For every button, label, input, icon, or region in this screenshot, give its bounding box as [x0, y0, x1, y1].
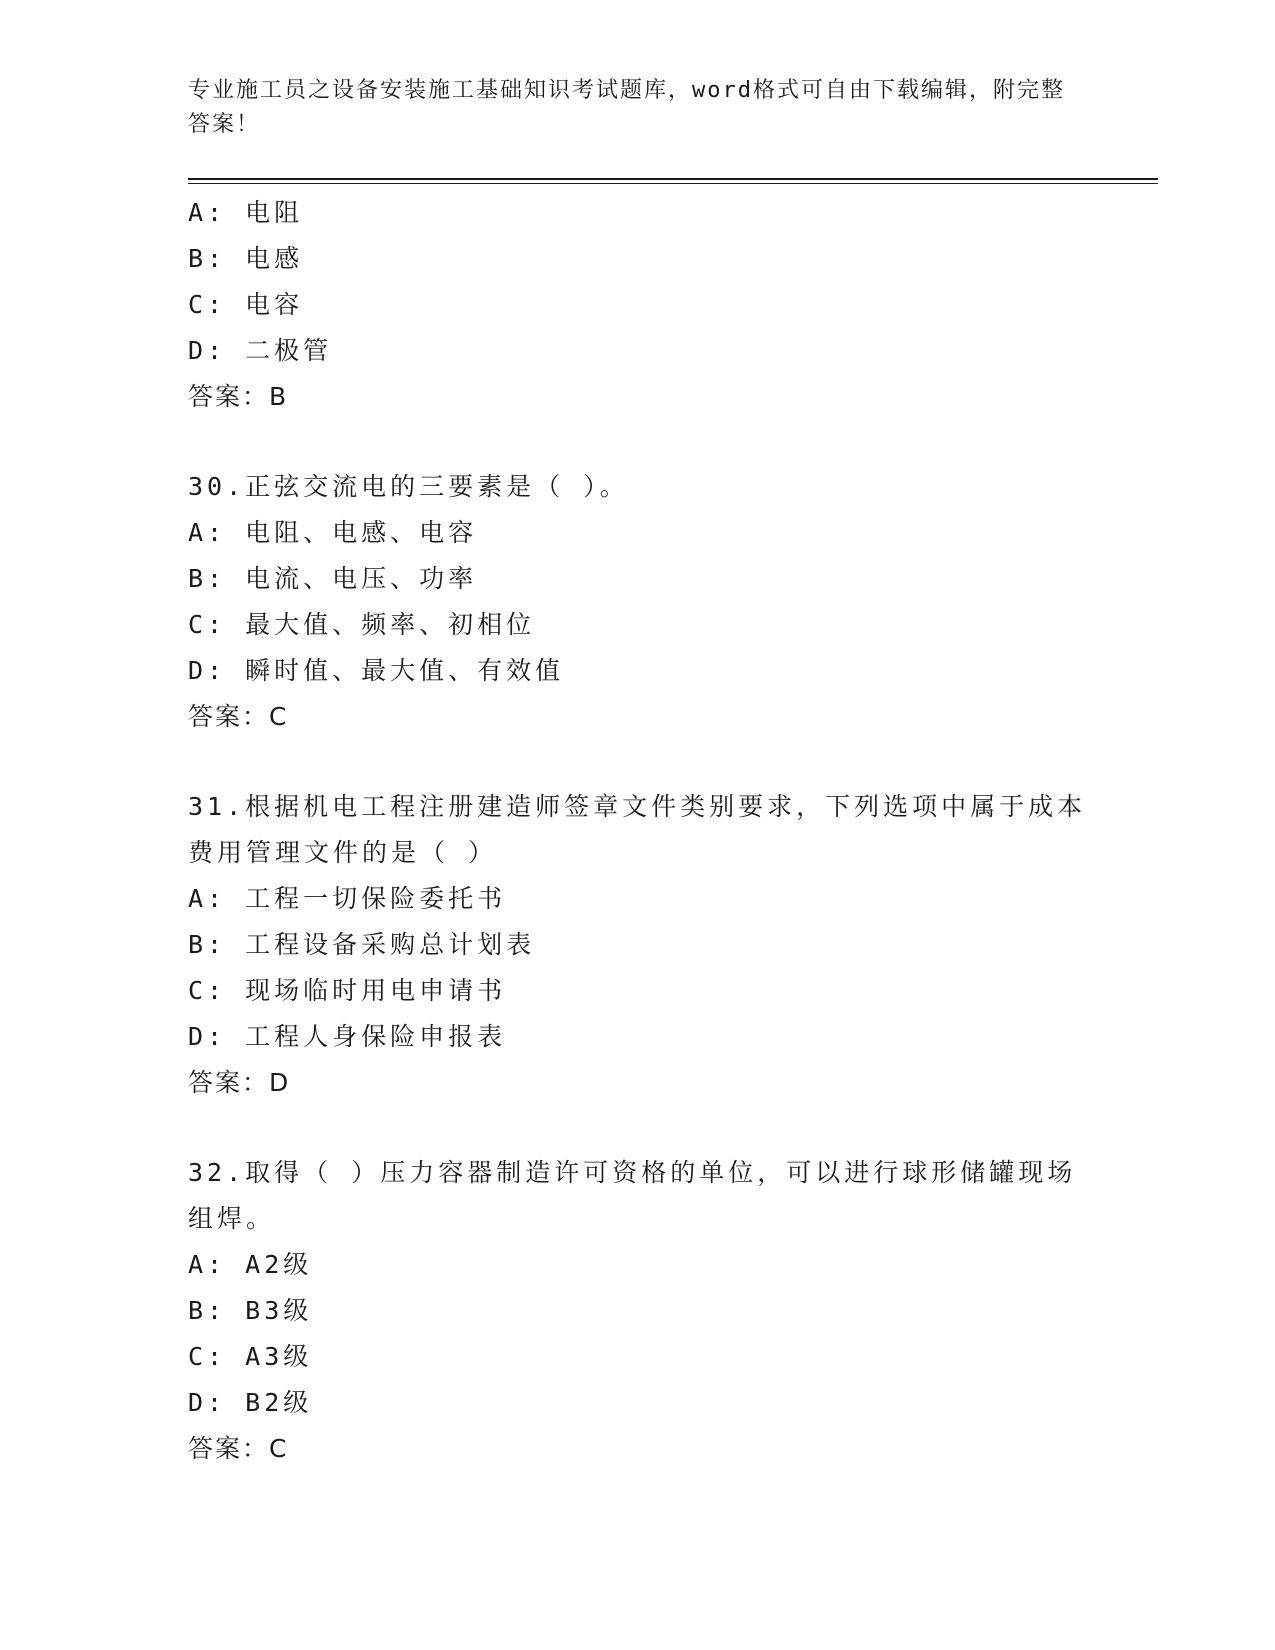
- answer-line: 答案：C: [188, 1434, 289, 1463]
- document-page: [188, 0, 1158, 1650]
- option-c: C: 最大值、频率、初相位: [188, 610, 536, 639]
- option-d: D: 工程人身保险申报表: [188, 1022, 507, 1051]
- option-b: B: 工程设备采购总计划表: [188, 930, 536, 959]
- question-list: [188, 190, 1158, 1472]
- answer-line: 答案：C: [188, 702, 289, 731]
- option-a: A: A2级: [188, 1250, 313, 1279]
- option-c: C: 现场临时用电申请书: [188, 976, 507, 1005]
- option-a: A: 电阻、电感、电容: [188, 518, 478, 547]
- question-text: 31.根据机电工程注册建造师签章文件类别要求，下列选项中属于成本费用管理文件的是（ ）: [188, 792, 1087, 867]
- header-divider: [188, 178, 1158, 184]
- question-block-31: [188, 784, 1158, 1106]
- option-d: D: B2级: [188, 1388, 313, 1417]
- option-b: B: 电流、电压、功率: [188, 564, 478, 593]
- option-b: B: 电感: [188, 244, 304, 273]
- option-a: A: 工程一切保险委托书: [188, 884, 507, 913]
- question-block-30: [188, 464, 1158, 740]
- option-d: D: 二极管: [188, 336, 333, 365]
- question-block-32: [188, 1150, 1158, 1472]
- question-block-partial: [188, 190, 1158, 420]
- answer-line: 答案：B: [188, 382, 289, 411]
- option-d: D: 瞬时值、最大值、有效值: [188, 656, 565, 685]
- option-b: B: B3级: [188, 1296, 313, 1325]
- document-header: 专业施工员之设备安装施工基础知识考试题库，word格式可自由下载编辑，附完整答案！: [188, 78, 1065, 137]
- answer-line: 答案：D: [188, 1068, 291, 1097]
- option-c: C: 电容: [188, 290, 304, 319]
- option-a: A: 电阻: [188, 198, 304, 227]
- question-text: 32.取得（ ）压力容器制造许可资格的单位，可以进行球形储罐现场组焊。: [188, 1158, 1077, 1233]
- question-text: 30.正弦交流电的三要素是（ ）。: [188, 472, 629, 501]
- option-c: C: A3级: [188, 1342, 313, 1371]
